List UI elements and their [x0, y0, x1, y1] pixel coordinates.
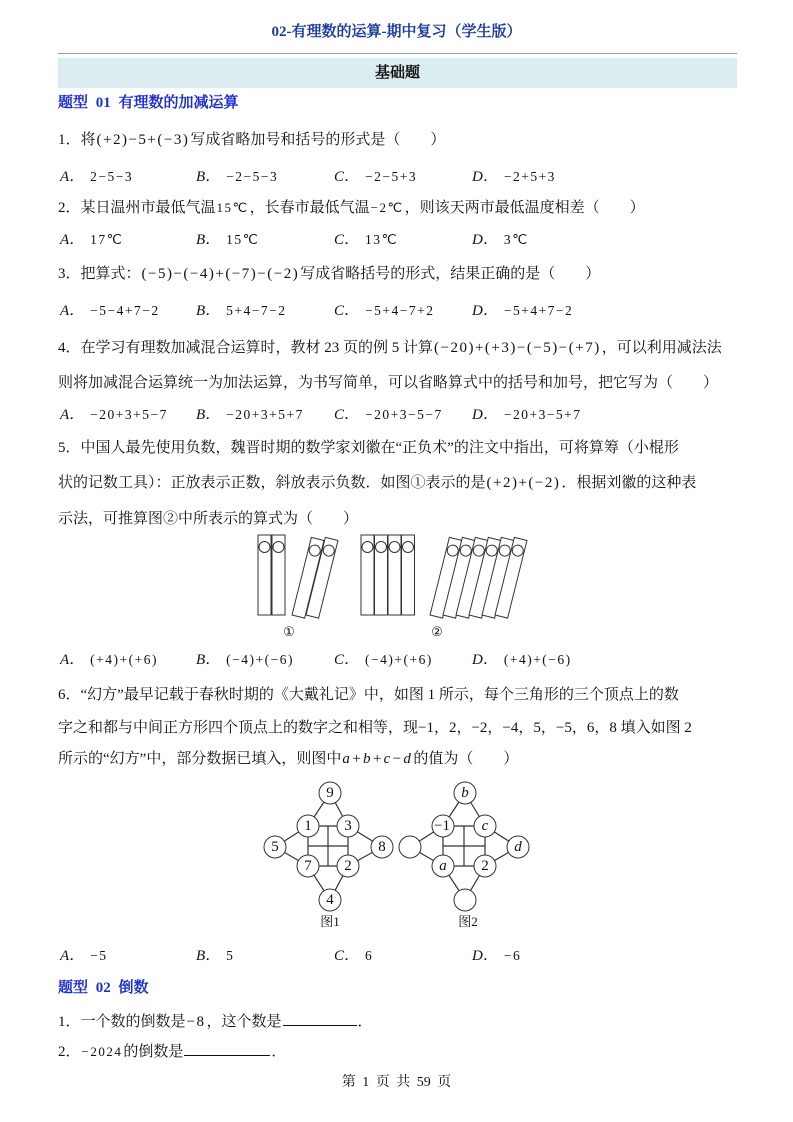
figure-label-1: ①: [283, 624, 295, 639]
option-d[interactable]: [472, 405, 582, 425]
option-d[interactable]: [472, 167, 556, 187]
option-letter: D．: [472, 303, 498, 319]
option-a[interactable]: [60, 167, 133, 187]
option-value: −2+5+3: [503, 169, 556, 184]
node-value: b: [461, 785, 469, 801]
upright-rod: [361, 535, 374, 615]
question-6-line-1: 6．“幻方”最早记载于春秋时期的《大戴礼记》中，如图 1 所示，每个三角形的三个顶点上的数: [58, 687, 679, 703]
question-text: ，可以利用减法法: [601, 340, 722, 356]
option-a[interactable]: [60, 405, 168, 425]
node-value: 5: [271, 839, 279, 855]
option-value: 13℃: [365, 232, 399, 247]
node-bottom-right: [337, 855, 359, 877]
option-value: −20+3+5+7: [226, 407, 304, 422]
node-value: 4: [326, 892, 334, 908]
node-top-left: [297, 815, 319, 837]
node-top-right: [337, 815, 359, 837]
question-text: 的倒数是: [123, 1044, 184, 1060]
node-value: 1: [304, 818, 312, 834]
node-bottom-empty: [454, 889, 476, 911]
node-value: 8: [378, 839, 386, 855]
node-top: [319, 782, 341, 804]
option-c[interactable]: [334, 301, 434, 321]
option-letter: A．: [60, 948, 85, 964]
option-value: −5+4−7+2: [365, 303, 435, 318]
option-value: −5−4+7−2: [90, 303, 160, 318]
question-text: 4．在学习有理数加减混合运算时，教材 23 页的例 5 计算: [58, 340, 434, 356]
option-value: 15℃: [226, 232, 260, 247]
math-expression: (−20)+(+3)−(−5)−(+7): [434, 340, 601, 356]
figure2-edges: [410, 793, 518, 900]
option-b[interactable]: [196, 946, 234, 966]
options-row: [0, 405, 793, 425]
math-expression: (+2)−5+(−3): [96, 132, 190, 148]
question-text: 的值为（ ）: [413, 751, 519, 767]
option-letter: A．: [60, 169, 85, 185]
node-value: −1: [434, 818, 450, 834]
difficulty-banner: [58, 58, 737, 88]
option-b[interactable]: [196, 405, 304, 425]
option-d[interactable]: [472, 230, 529, 250]
question-text: 2．某日温州市最低气温: [58, 200, 216, 216]
option-letter: B．: [196, 652, 221, 668]
option-letter: B．: [196, 948, 221, 964]
option-letter: C．: [334, 232, 360, 248]
section-title-02: 题型 02 倒数: [58, 980, 149, 996]
option-c[interactable]: [334, 946, 373, 966]
answer-blank[interactable]: [184, 1040, 270, 1056]
section-title-01: 题型 01 有理数的加减运算: [58, 95, 239, 111]
node-value: 2: [481, 858, 489, 874]
magic-square-figure: [255, 775, 545, 935]
math-expression: a+b+c−d: [342, 751, 413, 767]
counting-rods-figure: [250, 530, 540, 642]
question-1: [58, 130, 445, 150]
reciprocal-question-1: [58, 1010, 373, 1032]
option-letter: D．: [472, 232, 498, 248]
banner-label: 基础题: [374, 65, 420, 81]
question-text: 写成省略加号和括号的形式是（ ）: [190, 132, 446, 148]
node-value: 2: [344, 858, 352, 874]
option-d[interactable]: [472, 301, 573, 321]
option-letter: C．: [334, 169, 360, 185]
question-text: 所示的“幻方”中，部分数据已填入，则图中: [58, 751, 342, 767]
option-letter: B．: [196, 232, 221, 248]
node-left-empty: [399, 836, 421, 858]
option-a[interactable]: [60, 301, 160, 321]
node-right: [507, 836, 529, 858]
math-expression: −2024: [81, 1044, 123, 1059]
figure-label-2: ②: [431, 624, 443, 639]
node-bottom-left: [297, 855, 319, 877]
question-text: 2．: [58, 1044, 81, 1060]
option-value: −20+3+5−7: [90, 407, 168, 422]
option-letter: A．: [60, 232, 85, 248]
option-value: 5: [226, 948, 235, 963]
option-letter: C．: [334, 948, 360, 964]
math-expression: (+2)+(−2): [486, 475, 561, 491]
temperature-value: −2℃: [370, 200, 404, 215]
option-c[interactable]: [334, 650, 433, 670]
node-bottom: [319, 889, 341, 911]
option-a[interactable]: [60, 946, 108, 966]
option-value: −5+4+7−2: [503, 303, 574, 318]
node-value: c: [481, 818, 489, 834]
page-footer: 第 1 页 共 59 页: [341, 1075, 452, 1090]
options-row: [0, 650, 793, 670]
question-text: ，则该天两市最低温度相差（ ）: [404, 200, 645, 216]
node-bottom-left: [432, 855, 454, 877]
upright-rod: [375, 535, 388, 615]
option-letter: A．: [60, 652, 85, 668]
document-title: 02-有理数的运算-期中复习（学生版）: [271, 24, 522, 40]
node-top-right: [474, 815, 496, 837]
node-value: 7: [304, 858, 312, 874]
option-value: −2−5−3: [226, 169, 279, 184]
option-a[interactable]: [60, 650, 158, 670]
option-value: 17℃: [90, 232, 124, 247]
option-value: −5: [90, 948, 108, 963]
node-top: [454, 782, 476, 804]
option-a[interactable]: [60, 230, 123, 250]
option-b[interactable]: [196, 650, 294, 670]
question-6-line-2: 字之和都与中间正方形四个顶点上的数字之和相等，现−1，2，−2，−4，5，−5，6，8 填入如图 2: [58, 720, 692, 736]
option-letter: D．: [472, 169, 498, 185]
answer-blank[interactable]: [283, 1010, 357, 1026]
upright-rod: [388, 535, 401, 615]
option-b[interactable]: [196, 167, 278, 187]
question-text: ．: [271, 1044, 287, 1060]
question-4-line-1: [58, 338, 722, 358]
question-text: ，长春市最低气温: [249, 200, 370, 216]
option-value: −2−5+3: [365, 169, 418, 184]
figure-caption-2: 图2: [458, 914, 478, 929]
option-value: (+4)+(+6): [90, 652, 158, 667]
upright-rod: [258, 535, 271, 615]
option-letter: B．: [196, 303, 221, 319]
math-expression: −8: [186, 1014, 206, 1030]
option-letter: A．: [60, 303, 85, 319]
node-value: d: [514, 839, 522, 855]
option-c[interactable]: [334, 167, 417, 187]
options-row: [0, 167, 793, 187]
option-value: 6: [365, 948, 374, 963]
temperature-value: 15℃: [216, 200, 249, 215]
question-text: ．根据刘徽的这种表: [561, 475, 697, 491]
question-text: ．: [357, 1014, 373, 1030]
option-b[interactable]: [196, 230, 259, 250]
option-letter: B．: [196, 169, 221, 185]
question-text: 1．将: [58, 132, 96, 148]
option-value: −20+3−5−7: [365, 407, 443, 422]
option-c[interactable]: [334, 405, 443, 425]
option-letter: D．: [472, 948, 498, 964]
question-3: [58, 264, 600, 284]
option-value: −20+3−5+7: [503, 407, 582, 422]
header-rule: [58, 53, 737, 54]
figure1-edges: [275, 793, 382, 900]
reciprocal-question-2: [58, 1040, 286, 1062]
upright-rod: [272, 535, 285, 615]
option-letter: D．: [472, 407, 498, 423]
option-d[interactable]: [472, 650, 572, 670]
option-value: (−4)+(−6): [226, 652, 294, 667]
node-top-left: [432, 815, 454, 837]
option-letter: C．: [334, 303, 360, 319]
options-row: [0, 230, 793, 250]
question-4-line-2: 则将加减混合运算统一为加法运算，为书写简单，可以省略算式中的括号和加号，把它写为（ ）: [58, 375, 719, 391]
option-letter: C．: [334, 652, 360, 668]
option-b[interactable]: [196, 301, 287, 321]
node-value: 9: [326, 785, 334, 801]
option-value: (+4)+(−6): [503, 652, 572, 667]
option-value: −6: [503, 948, 522, 963]
math-expression: (−5)−(−4)+(−7)−(−2): [141, 266, 300, 282]
question-text: 状的记数工具）：正放表示正数，斜放表示负数．如图①表示的是: [58, 475, 486, 491]
node-right: [371, 836, 393, 858]
node-value: a: [439, 858, 447, 874]
question-6-line-3: [58, 749, 518, 769]
option-letter: C．: [334, 407, 360, 423]
option-letter: B．: [196, 407, 221, 423]
option-value: (−4)+(+6): [365, 652, 433, 667]
option-value: 5+4−7−2: [226, 303, 287, 318]
option-letter: A．: [60, 407, 85, 423]
node-bottom-right: [474, 855, 496, 877]
option-value: 3℃: [503, 232, 529, 247]
question-text: 3．把算式：: [58, 266, 141, 282]
question-text: 写成省略括号的形式，结果正确的是（ ）: [300, 266, 601, 282]
figure-caption-1: 图1: [320, 914, 340, 929]
option-value: 2−5−3: [90, 169, 134, 184]
options-row: [0, 946, 793, 966]
option-c[interactable]: [334, 230, 398, 250]
question-5-line-3: 示法，可推算图②中所表示的算式为（ ）: [58, 511, 359, 527]
question-text: ，这个数是: [206, 1014, 282, 1030]
upright-rod: [402, 535, 415, 615]
node-left: [264, 836, 286, 858]
question-5-line-2: [58, 473, 696, 493]
option-letter: D．: [472, 652, 498, 668]
node-value: 3: [344, 818, 352, 834]
question-text: 1．一个数的倒数是: [58, 1014, 186, 1030]
question-5-line-1: 5．中国人最先使用负数，魏晋时期的数学家刘徽在“正负术”的注文中指出，可将算筹（小棍形: [58, 440, 679, 456]
options-row: [0, 301, 793, 321]
option-d[interactable]: [472, 946, 521, 966]
question-2: [58, 198, 645, 218]
